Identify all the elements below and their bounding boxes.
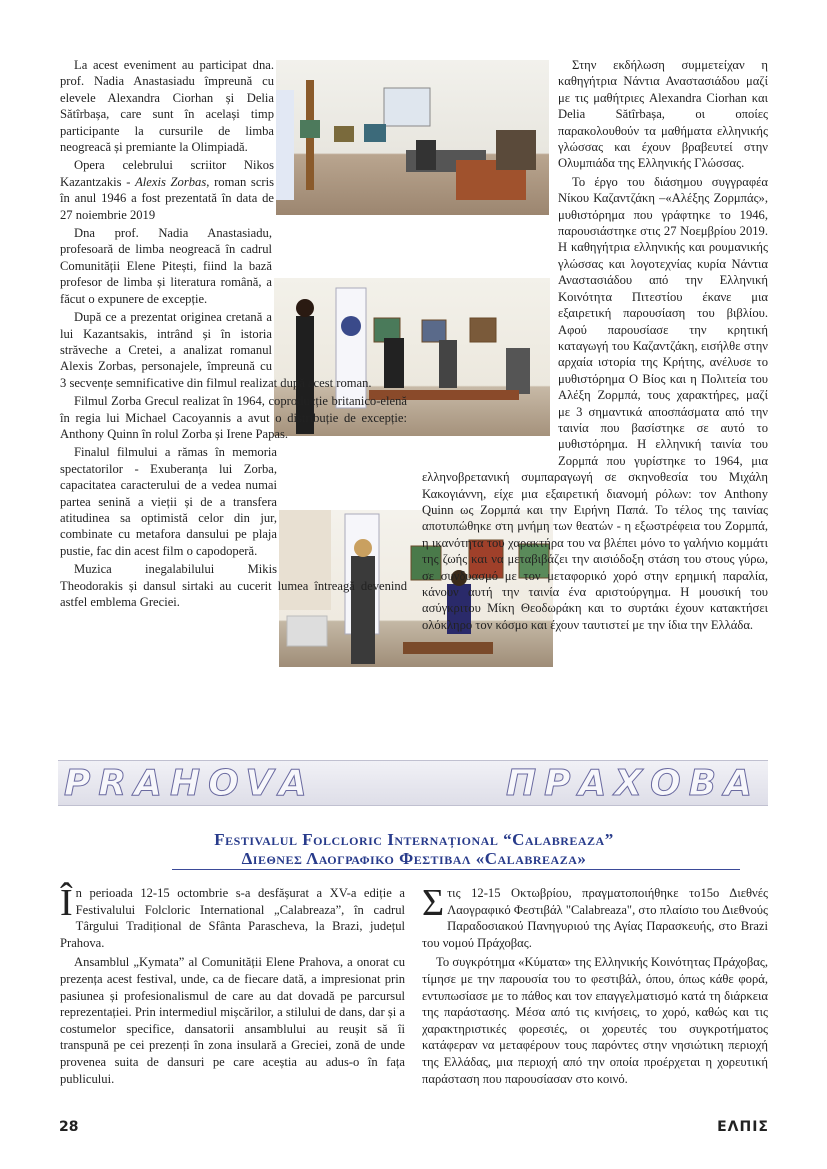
article-title-greek: Διεθνες Λαογραφικο Φεστιβαλ «Calabreaza» [241, 849, 587, 868]
paragraph: Filmul Zorba Grecul realizat în 1964, coproducție britanico-elenă în regia lui Michael Cacoyannis a avut o distribuție de excepție: Anthony Quinn în rolul Zorba și Irene Papas. [60, 394, 407, 441]
banner-right-text: ΠΡΑΧΟΒΑ [505, 763, 760, 804]
paragraph: La acest eveniment au participat dna. prof. Nadia Anastasiadu împreună cu elevele Alexandra Ciorhan și Delia Sătîrbașa, care sunt în același timp participante la cursurile de limba neogreacă și premiante la Olimpiadă. [60, 58, 274, 155]
paragraph-opera: Opera celebrului scriitor Nikos Kazantzakis - Alexis Zorbas, roman scris în anul 1946 a fost prezentată în data de 27 noiembrie 2019 [60, 158, 275, 222]
article-title-romanian: Festivalul Folcloric Internațional “Calabreaza” [214, 830, 614, 849]
paragraph: Ansamblul „Kymata” al Comunității Elene Prahova, a onorat cu prezența acest festival, unde, ca de fiecare dată, a impresionat prin pasiunea și profesionalismul de care au dat dovadă pe parcursul reprezentației. Prin intermediul mișcărilor, a stilului de dans, dar și a costumelor specifice, dansatorii ansamblului au reușit să îi transpună pe cei prezenți în zona insulară a Greciei, zonă de unde provenea suita de dansuri pe care aceștia au adus-o în fața publicului. [60, 955, 405, 1086]
paragraph: Finalul filmului a rămas în memoria spectatorilor - Exuberanța lui Zorba, capacitatea caracterului de a vedea numai partea senină a vieții și de a transfera atitudinea sa optimistă celor din jur, combinate cu metafora dansului pe plaja pustie, fac din acest film o capodoperă. [60, 445, 277, 558]
drop-cap: Î [60, 882, 73, 924]
festival-article-greek [422, 882, 768, 1090]
magazine-name: ΕΛΠΙΣ [717, 1119, 769, 1135]
paragraph: Στην εκδήλωση συμμετείχαν η καθηγήτρια Νάντια Αναστασιάδου μαζί με τις μαθήτριες Alexandra Ciorhan και Delia Sătîrbașa, οι οποίες παρακολουθούν τα μαθήματα ελληνικής γλώσσας και έχουν βραβευτεί στην Ολυμπιάδα της Ελληνικής Γλώσσας. [558, 58, 768, 171]
paragraph: În perioada 12-15 octombrie s-a desfășurat a XV-a ediție a Festivalului Folcloric International „Calabreaza”, în cadrul Târgului Tradițional de Sfânta Parascheva, la Brazi, județul Prahova. [60, 882, 405, 950]
region-banner [58, 760, 768, 806]
paragraph: Το συγκρότημα «Κύματα» της Ελληνικής Κοινότητας Πράχοβας, τίμησε με την παρουσία του το φεστιβάλ, όπου, όπως κάθε φορά, εντυπωσίασε με το πάθος και τον επαγγελματισμό κατά τη διάρκεια της παράστασης. Μέσα από τις κινήσεις, το χορό, καθώς και τις χαρακτηριστικές φορεσιές, οι χορευτές του συγκροτήματος κατάφεραν να μεταφέρουν τους παρόντες στην νησιώτικη περιοχή της Ελλάδας, μια περιοχή από την οποία προέρχεται η χορευτική παράσταση που παρουσίασαν στο κοινό. [422, 955, 768, 1086]
festival-article-romanian [60, 882, 405, 1090]
page-number: 28 [59, 1119, 79, 1135]
paragraph: Στις 12-15 Οκτωβρίου, πραγματοποιήθηκε το15ο Διεθνές Λαογραφικό Φεστιβάλ "Calabreaza", στο πλαίσιο του Διεθνούς Παραδοσιακού Πανηγυριού της Αγίας Παρασκευής, στο Brazi του νομού Πράχοβας. [422, 882, 768, 950]
paragraph: Muzica inegalabilului Mikis Theodorakis și dansul sirtaki au cucerit lumea întreagă devenind astfel emblema Greciei. [60, 562, 407, 609]
right-column-greek [422, 57, 768, 635]
banner-left-text: PRAHOVA [64, 763, 315, 804]
title-underline [172, 869, 740, 870]
drop-cap: Σ [422, 882, 445, 924]
paragraph: Dna prof. Nadia Anastasiadu, profesoară de limba neogreacă în cadrul Comunității Elene Pitești, fiind la bază profesor de limba și literatura română, a făcut o expunere de excepție. [60, 226, 272, 306]
paragraph: Το έργο του διάσημου συγγραφέα Νίκου Καζαντζάκη –«Αλέξης Ζορμπάς», μυθιστόρημα που γράφτηκε το 1946, παρουσιάστηκε στις 27 Νοεμβρίου 2019. Η καθηγήτρια ελληνικής και ρουμανικής γλώσσας και λογοτεχνίας κυρία Νάντια Αναστασιάδου από την Ελληνική Κοινότητα Πιτεστίου έκανε μια εξαιρετική παρουσίαση του βιβλίου. Αφού παρουσίασε την κρητική καταγωγή του Καζαντζάκη, εισήλθε στην αρχαία ιστορία της Κρήτης, ανέλυσε το μυθιστόρημα Ο Βίος και η Πολιτεία του Αλέξη Ζορμπά, τους χαρακτήρες, μαζί με 3 σημαντικά αποσπάσματα από την ταινία που βασίστηκε σε αυτό το μυθιστόρημα. Η ελληνική ταινία του Ζορμπά που γυρίστηκε το 1964, μια ελληνοβρετανική συμπαραγωγή σε σκηνοθεσία του Μιχάλη Κακογιάννη, είχε μια εξαιρετική διανομή ρόλων: τον Anthony Quinn ως Ζορμπά και την Ειρήνη Παπά. Το τέλος της ταινίας αποτυπώθηκε στη μνήμη των θεατών - η εξωστρέφεια του Ζορμπά, η ικανότητα του χαρακτήρα του να βλέπει μόνο το γαλήνιο κομμάτι της ζωής και να μεταβιβάζει την αισιόδοξη στάση του στους γύρω, σε συνδυασμό με τον μεταφορικό χορό στην ερημική παραλία, κάνουν αυτή την ταινία ένα αριστούργημα. Η μουσική του ασύγκριτου Μίκη Θεοδωράκη και το συρτάκι έχουν κατακτήσει ολόκληρο τον κόσμο και έχουν ταυτιστεί με την ίδια την Ελλάδα. [422, 174, 768, 632]
left-column-romanian [60, 57, 407, 612]
paragraph: După ce a prezentat originea cretană a lui Kazantsakis, intrând și în istoria străveche a Cretei, a analizat romanul Alexis Zorbas, personajele, împreună cu 3 secvențe semnificative din filmul realizat după acest roman. [60, 310, 372, 390]
article-title [60, 830, 768, 868]
